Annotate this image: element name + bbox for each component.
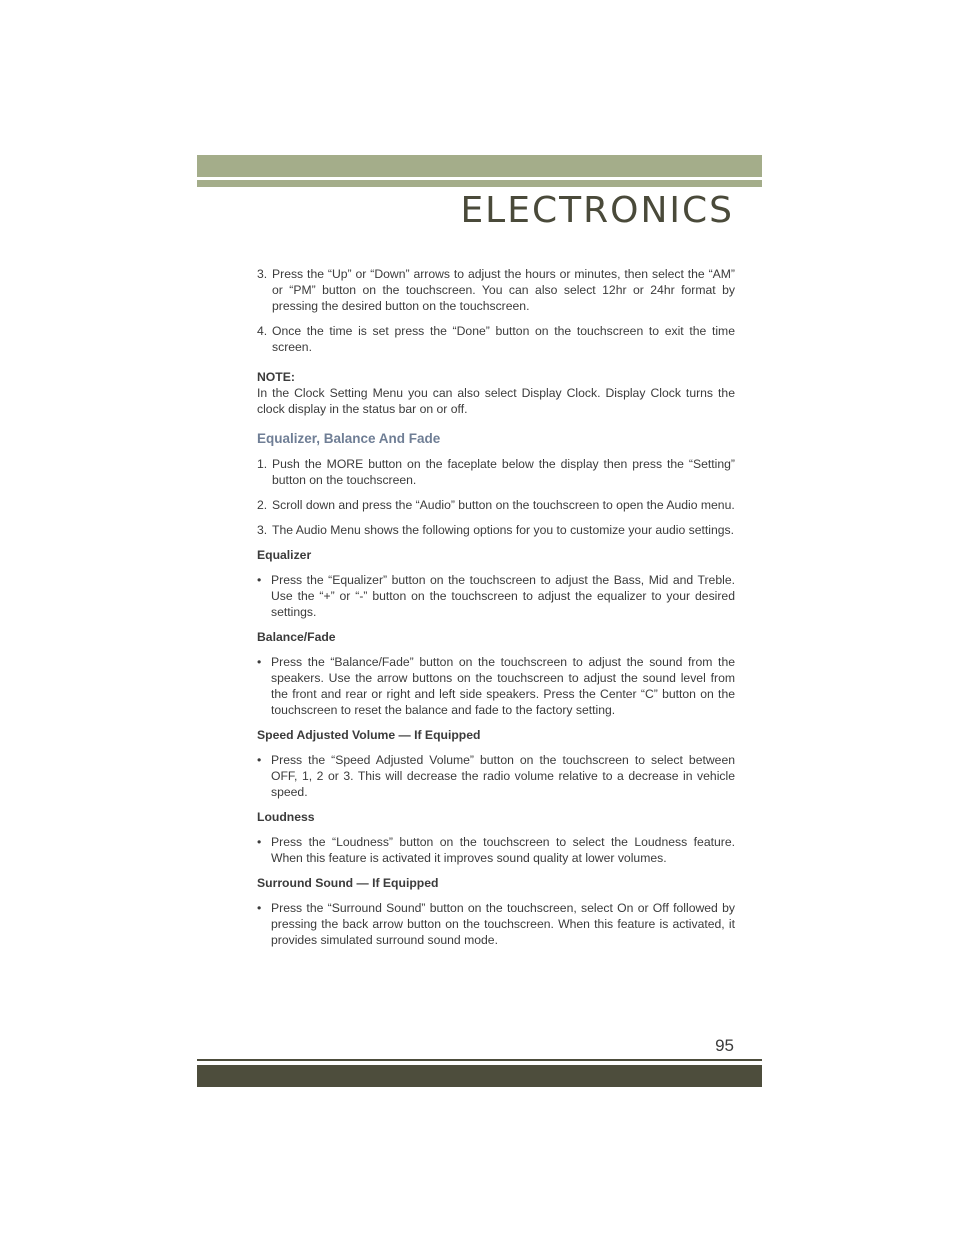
list-item: [257, 497, 735, 513]
list-item: [257, 522, 735, 538]
step-number: 3.: [257, 523, 268, 537]
option-heading-speed-adjusted-volume: Speed Adjusted Volume — If Equipped: [257, 728, 481, 742]
step-text: The Audio Menu shows the following options for you to customize your audio settings.: [272, 523, 735, 537]
bullet-text: Press the “Balance/Fade” button on the touchscreen to adjust the sound from the speakers. Use the arrow buttons on the touchscreen to adjust the sound level from the front and rear or right and left side speakers. Press the Center “C” button on the touchscreen to reset the balance and fade to the factory setting.: [271, 655, 735, 717]
bullet-text: Press the “Loudness” button on the touchscreen to select the Loudness feature. When this feature is activated it improves sound quality at lower volumes.: [271, 835, 735, 865]
bullet: •: [257, 573, 262, 587]
note-text: In the Clock Setting Menu you can also select Display Clock. Display Clock turns the clock display in the status bar on or off.: [257, 386, 735, 416]
option-heading-loudness: Loudness: [257, 810, 315, 824]
step-text: Push the MORE button on the faceplate below the display then press the “Setting” button on the touchscreen.: [272, 457, 735, 487]
bullet: •: [257, 655, 262, 669]
bullet: •: [257, 901, 262, 915]
step-number: 4.: [257, 324, 268, 338]
list-item: [257, 572, 735, 620]
step-text: Press the “Up” or “Down” arrows to adjust the hours or minutes, then select the “AM” or “PM” button on the touchscreen. You can also select 12hr or 24hr format by pressing the desired button on the touchscreen.: [272, 267, 735, 313]
footer-rule: [197, 1059, 762, 1061]
step-number: 2.: [257, 498, 268, 512]
bullet-text: Press the “Equalizer” button on the touchscreen to adjust the Bass, Mid and Treble. Use the “+” or “-” button on the touchscreen to adjust the equalizer to your desired settings.: [271, 573, 735, 619]
section-title: ELECTRONICS: [460, 190, 734, 231]
step-text: Once the time is set press the “Done” button on the touchscreen to exit the time screen.: [272, 324, 735, 354]
footer-band: [197, 1065, 762, 1087]
bullet-text: Press the “Surround Sound” button on the touchscreen, select On or Off followed by pressing the back arrow button on the touchscreen. When this feature is activated, it provides simulated surround sound mode.: [271, 901, 735, 947]
list-item: [257, 834, 735, 866]
header-band-thin: [197, 180, 762, 187]
list-item: [257, 456, 735, 488]
option-heading-equalizer: Equalizer: [257, 548, 312, 562]
bullet-text: Press the “Speed Adjusted Volume” button on the touchscreen to select between OFF, 1, 2 or 3. This will decrease the radio volume relative to a decrease in vehicle speed.: [271, 753, 735, 799]
step-number: 3.: [257, 267, 268, 281]
bullet: •: [257, 835, 262, 849]
note-label: NOTE:: [257, 370, 295, 384]
list-item: [257, 654, 735, 718]
header-band: [197, 155, 762, 177]
option-heading-surround-sound: Surround Sound — If Equipped: [257, 876, 439, 890]
list-item: [257, 900, 735, 948]
step-text: Scroll down and press the “Audio” button on the touchscreen to open the Audio menu.: [272, 498, 735, 512]
step-number: 1.: [257, 457, 268, 471]
bullet: •: [257, 753, 262, 767]
list-item: [257, 266, 735, 314]
option-heading-balance-fade: Balance/Fade: [257, 630, 336, 644]
page-content: [257, 266, 735, 957]
section-heading: Equalizer, Balance And Fade: [257, 431, 441, 446]
page-number: 95: [715, 1036, 734, 1055]
list-item: [257, 752, 735, 800]
list-item: [257, 323, 735, 355]
